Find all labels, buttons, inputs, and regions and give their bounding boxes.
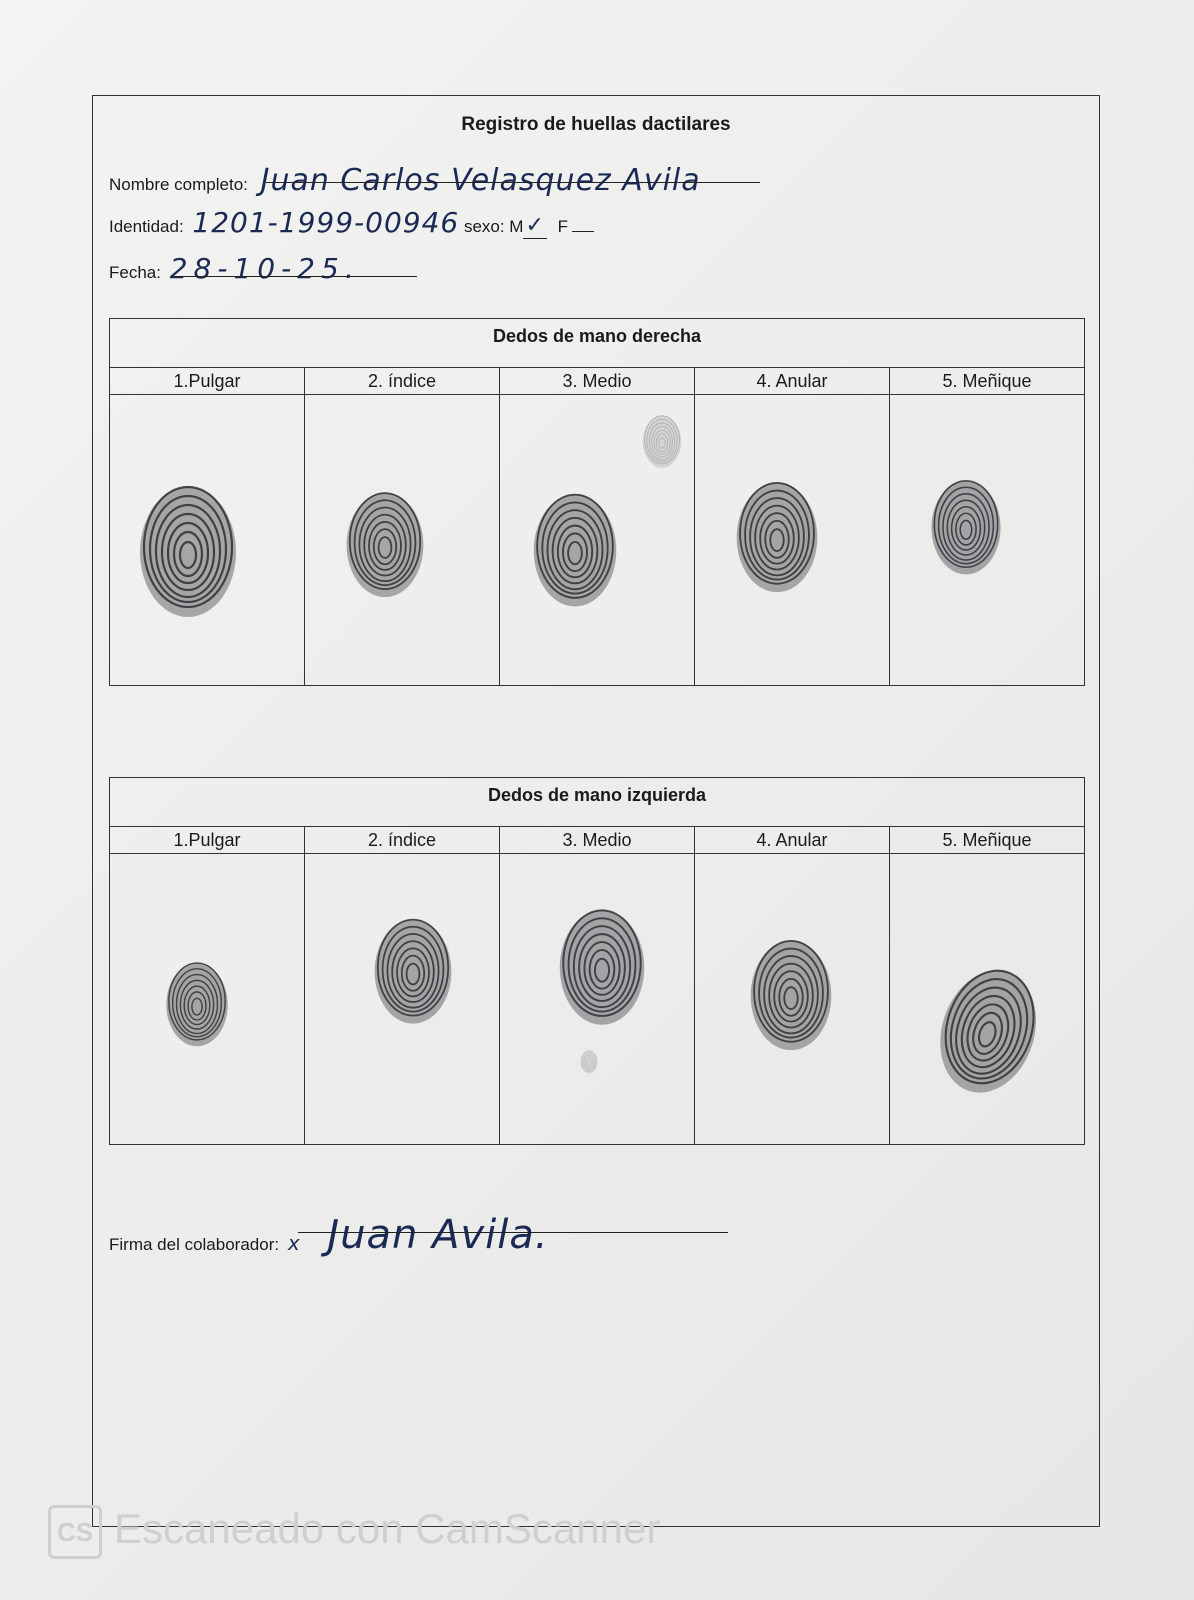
left-hand-table (109, 777, 1085, 1145)
right-col-anular: 4. Anular (695, 368, 890, 394)
left-hand-cells (110, 854, 1084, 1144)
sexo-f-label: F (557, 217, 569, 236)
fingerprint-image (930, 475, 1002, 581)
left-cell-anular (695, 854, 890, 1144)
right-cell-medio (500, 395, 695, 685)
nombre-field (109, 163, 701, 198)
fingerprint-image (373, 916, 453, 1028)
signature-mark: x (287, 1231, 301, 1255)
fingerprint-image (735, 477, 819, 599)
left-col-indice: 2. índice (305, 827, 500, 853)
fingerprint-image (345, 483, 425, 608)
fingerprint-image (558, 900, 646, 1036)
left-hand-columns (110, 827, 1084, 854)
nombre-label: Nombre completo: (109, 175, 248, 194)
signature-label: Firma del colaborador: (109, 1235, 280, 1254)
right-col-indice: 2. índice (305, 368, 500, 394)
right-cell-pulgar (110, 395, 305, 685)
fingerprint-smudge (640, 415, 684, 469)
fingerprint-image (138, 485, 238, 620)
fingerprint-image (749, 934, 833, 1058)
identidad-value: 1201-1999-00946 (192, 206, 460, 239)
left-cell-indice (305, 854, 500, 1144)
nombre-value: Juan Carlos Velasquez Avila (260, 163, 701, 198)
nombre-underline (266, 182, 760, 183)
fecha-field (109, 252, 360, 285)
left-col-medio: 3. Medio (500, 827, 695, 853)
left-cell-medio (500, 854, 695, 1144)
fingerprint-image (165, 949, 229, 1061)
left-cell-pulgar (110, 854, 305, 1144)
signature-value: Juan Avila. (327, 1212, 549, 1258)
form-title: Registro de huellas dactilares (461, 114, 731, 135)
right-cell-indice (305, 395, 500, 685)
right-hand-heading: Dedos de mano derecha (110, 319, 1084, 368)
right-cell-anular (695, 395, 890, 685)
right-hand-cells (110, 395, 1084, 685)
right-col-pulgar: 1.Pulgar (110, 368, 305, 394)
left-col-pulgar: 1.Pulgar (110, 827, 305, 853)
right-col-medio: 3. Medio (500, 368, 695, 394)
left-col-menique: 5. Meñique (942, 830, 1032, 850)
right-hand-table (109, 318, 1085, 686)
fecha-underline (171, 276, 417, 277)
right-col-menique: 5. Meñique (942, 371, 1032, 391)
camscanner-logo: CS (48, 1505, 102, 1559)
left-hand-heading: Dedos de mano izquierda (110, 778, 1084, 827)
identidad-field (109, 206, 594, 239)
fingerprint-image (921, 951, 1056, 1114)
left-cell-menique (890, 854, 1084, 1144)
watermark-text: Escaneado con CamScanner (114, 1505, 661, 1553)
identidad-label: Identidad: (109, 217, 184, 236)
sexo-label: sexo: M (463, 217, 524, 236)
signature-field (109, 1214, 549, 1260)
left-col-anular: 4. Anular (695, 827, 890, 853)
fingerprint-image (532, 477, 618, 625)
scanner-watermark (48, 1505, 660, 1559)
fecha-label: Fecha: (109, 263, 161, 282)
right-hand-columns (110, 368, 1084, 395)
fecha-value: 28-10-25. (169, 252, 360, 285)
sexo-m-mark: ✓ (525, 213, 545, 238)
right-cell-menique (890, 395, 1084, 685)
sexo-f-blank (572, 231, 594, 232)
signature-underline (298, 1232, 728, 1233)
fingerprint-smudge (572, 1050, 606, 1074)
